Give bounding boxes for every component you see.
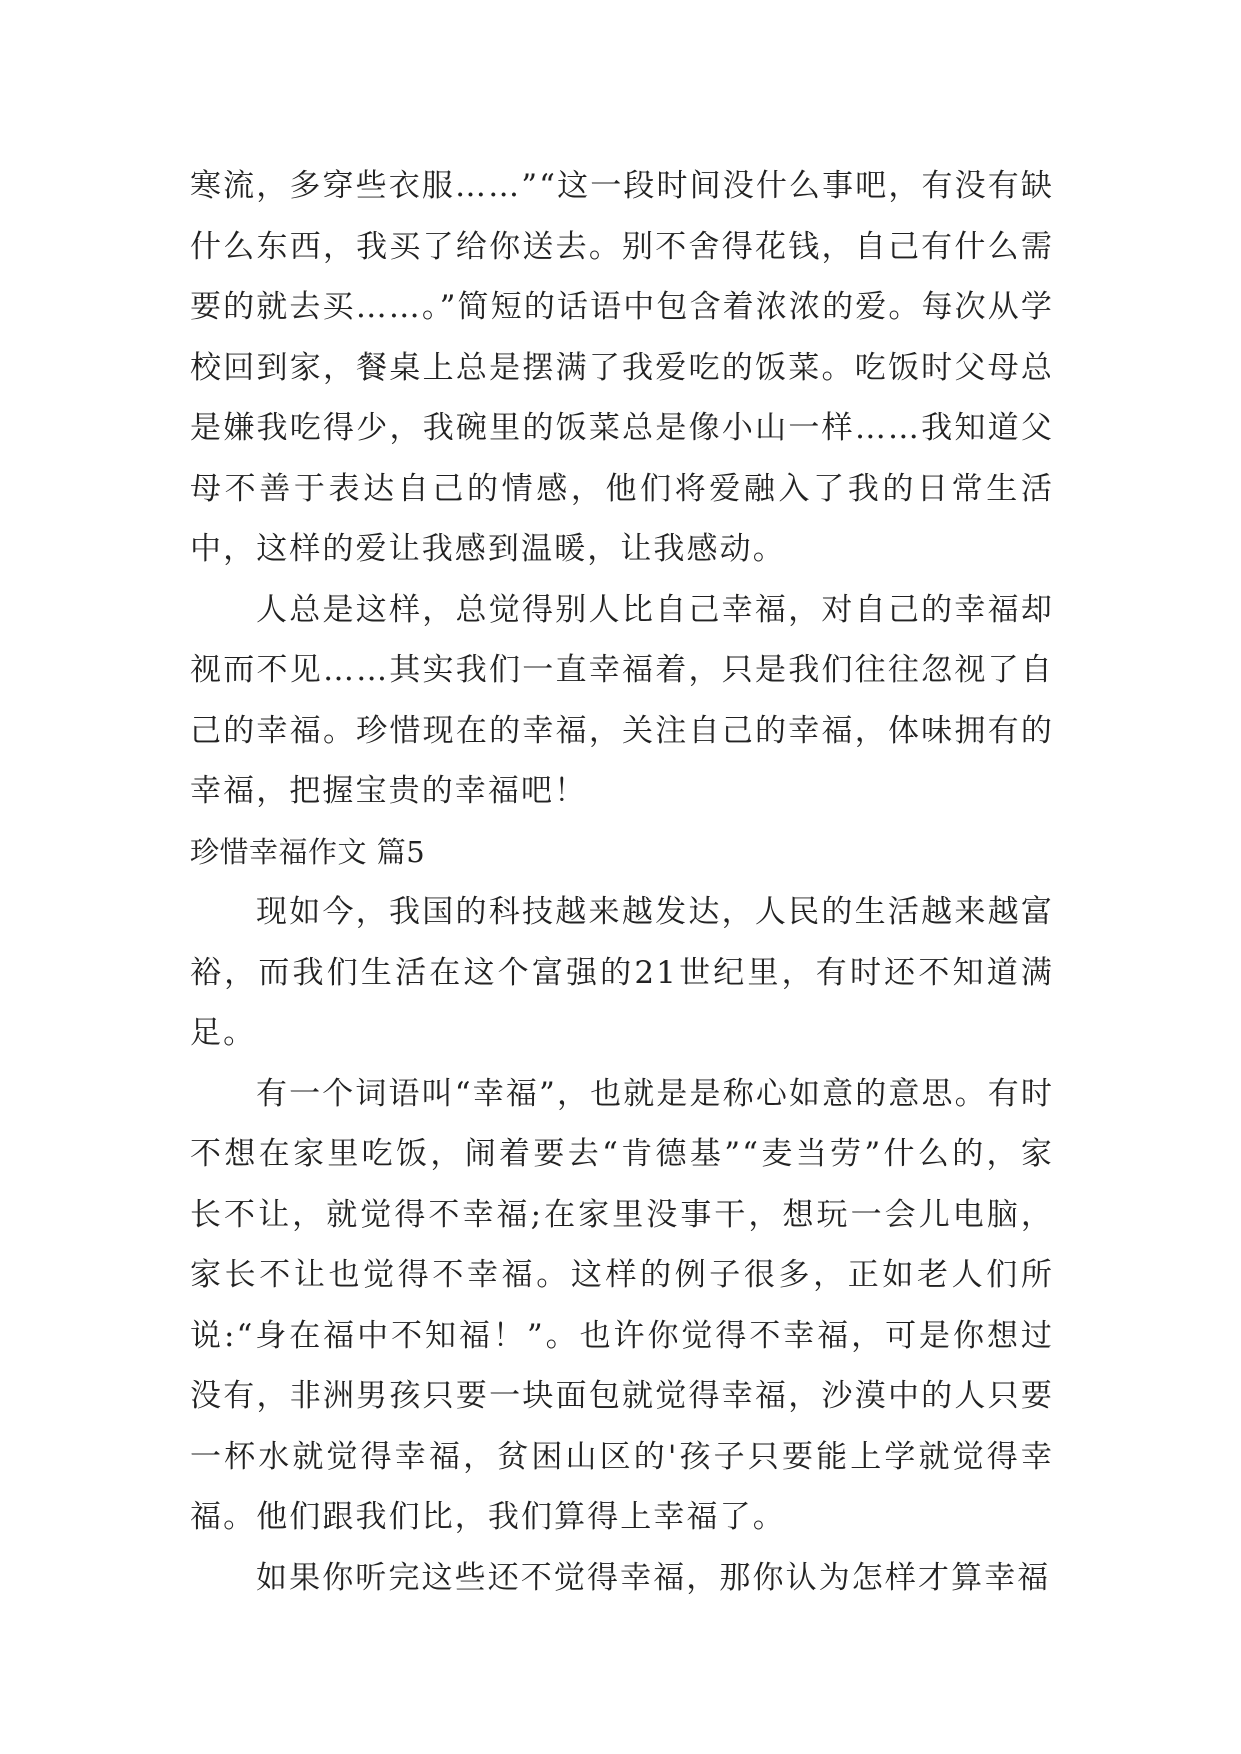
document-body bbox=[190, 156, 1054, 1608]
paragraph-cherish-happiness: 人总是这样，总觉得别人比自己幸福，对自己的幸福却视而不见……其实我们一直幸福着，只是我们往往忽视了自己的幸福。珍惜现在的幸福，关注自己的幸福，体味拥有的幸福，把握宝贵的幸福吧！ bbox=[190, 591, 1054, 809]
paragraph-parents-love: 寒流，多穿些衣服……”“这一段时间没什么事吧，有没有缺什么东西，我买了给你送去。别不舍得花钱，自己有什么需要的就去买……。”简短的话语中包含着浓浓的爱。每次从学校回到家，餐桌上总是摆满了我爱吃的饭菜。吃饭时父母总是嫌我吃得少，我碗里的饭菜总是像小山一样……我知道父母不善于表达自己的情感，他们将爱融入了我的日常生活中，这样的爱让我感到温暖，让我感动。 bbox=[190, 168, 1054, 567]
paragraph-technology: 现如今，我国的科技越来越发达，人民的生活越来越富裕，而我们生活在这个富强的21世纪里，有时还不知道满足。 bbox=[190, 894, 1054, 1051]
essay-heading: 珍惜幸福作文 篇5 bbox=[190, 834, 426, 869]
paragraph-closing: 如果你听完这些还不觉得幸福，那你认为怎样才算幸福 bbox=[256, 1559, 1051, 1596]
paragraph-happiness-word: 有一个词语叫“幸福”，也就是是称心如意的意思。有时不想在家里吃饭，闹着要去“肯德基”“麦当劳”什么的，家长不让，就觉得不幸福;在家里没事干，想玩一会儿电脑，家长不让也觉得不幸福。这样的例子很多，正如老人们所说:“身在福中不知福！”。也许你觉得不幸福，可是你想过没有，非洲男孩只要一块面包就觉得幸福，沙漠中的人只要一杯水就觉得幸福，贫困山区的'孩子只要能上学就觉得幸福。他们跟我们比，我们算得上幸福了。 bbox=[190, 1075, 1054, 1535]
